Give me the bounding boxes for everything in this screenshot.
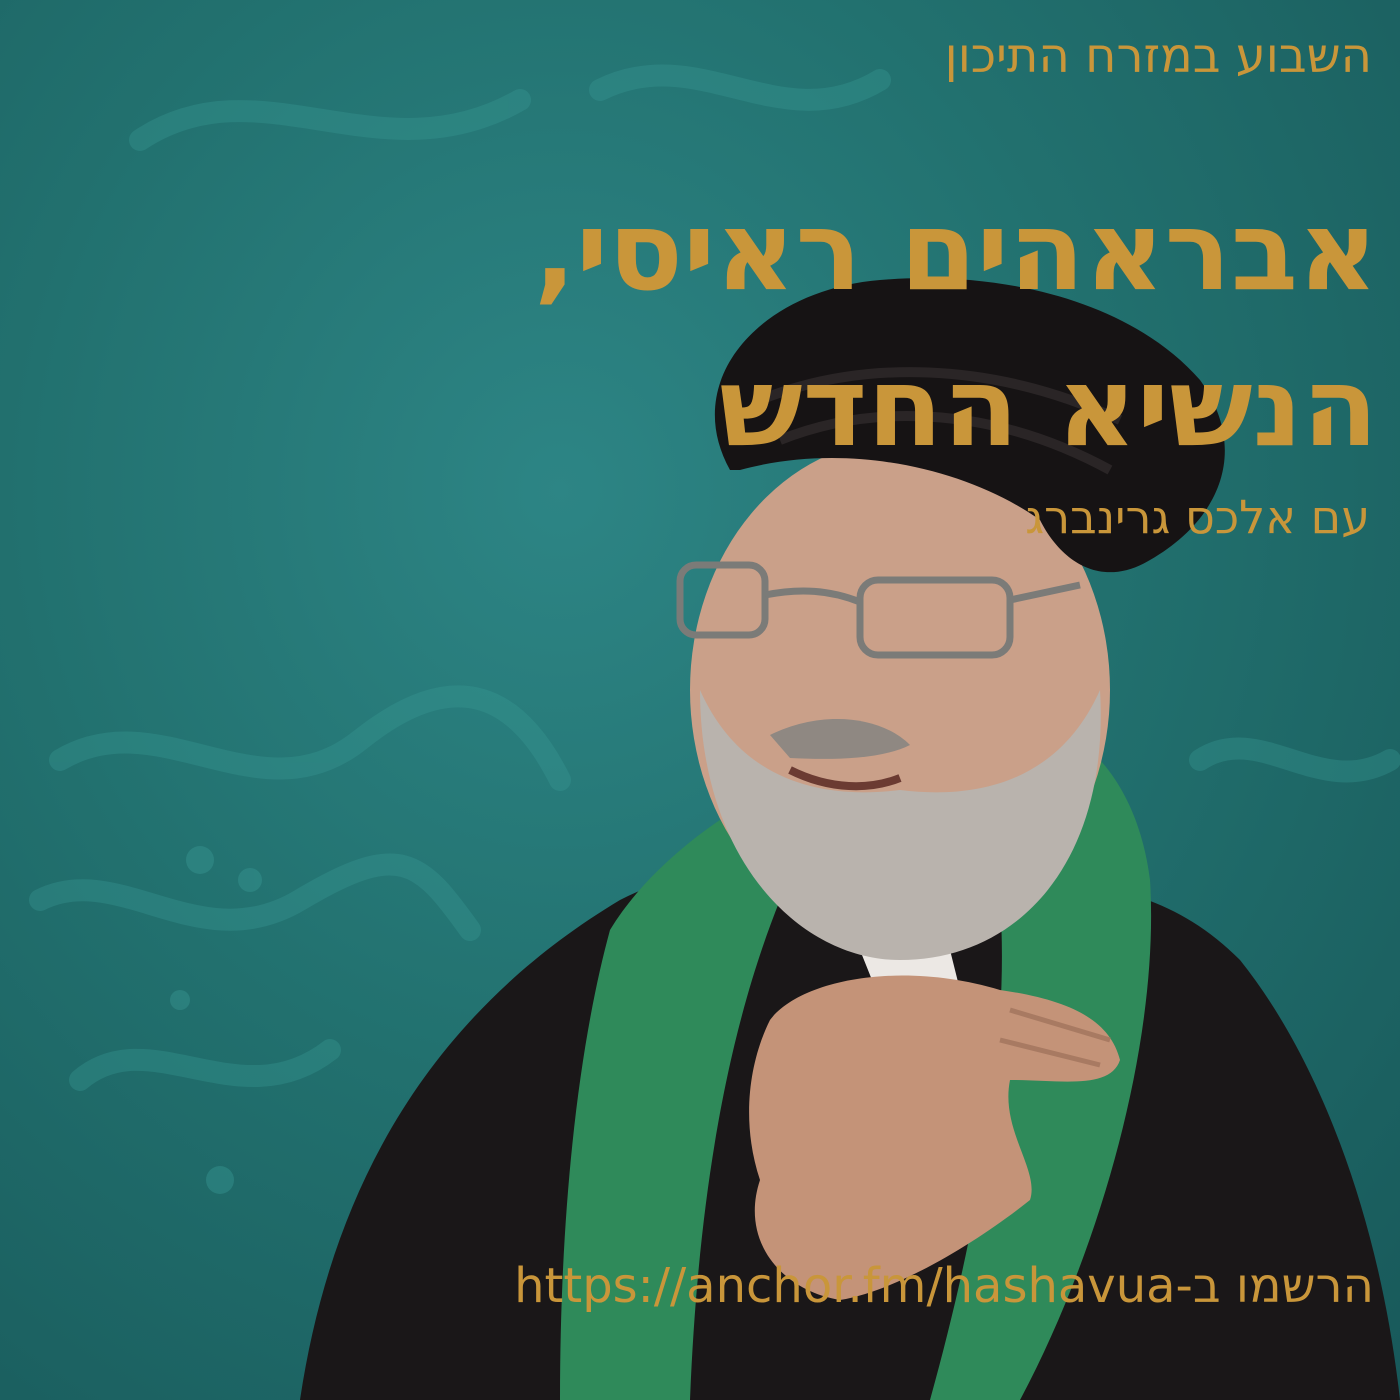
podcast-url-link[interactable]: https://anchor.fm/hashavua xyxy=(514,1258,1176,1314)
episode-title-line-2: הנשיא החדש xyxy=(719,343,1378,471)
host-line: עם אלכס גרינברג xyxy=(1025,490,1370,544)
subscribe-footer xyxy=(514,1258,1374,1314)
background-dots xyxy=(170,846,262,1194)
subscribe-label: הרשמו ב- xyxy=(1175,1258,1374,1314)
episode-title-line-1: אבראהים ראיסי, xyxy=(534,187,1378,315)
show-name: השבוע במזרח התיכון xyxy=(944,28,1372,84)
